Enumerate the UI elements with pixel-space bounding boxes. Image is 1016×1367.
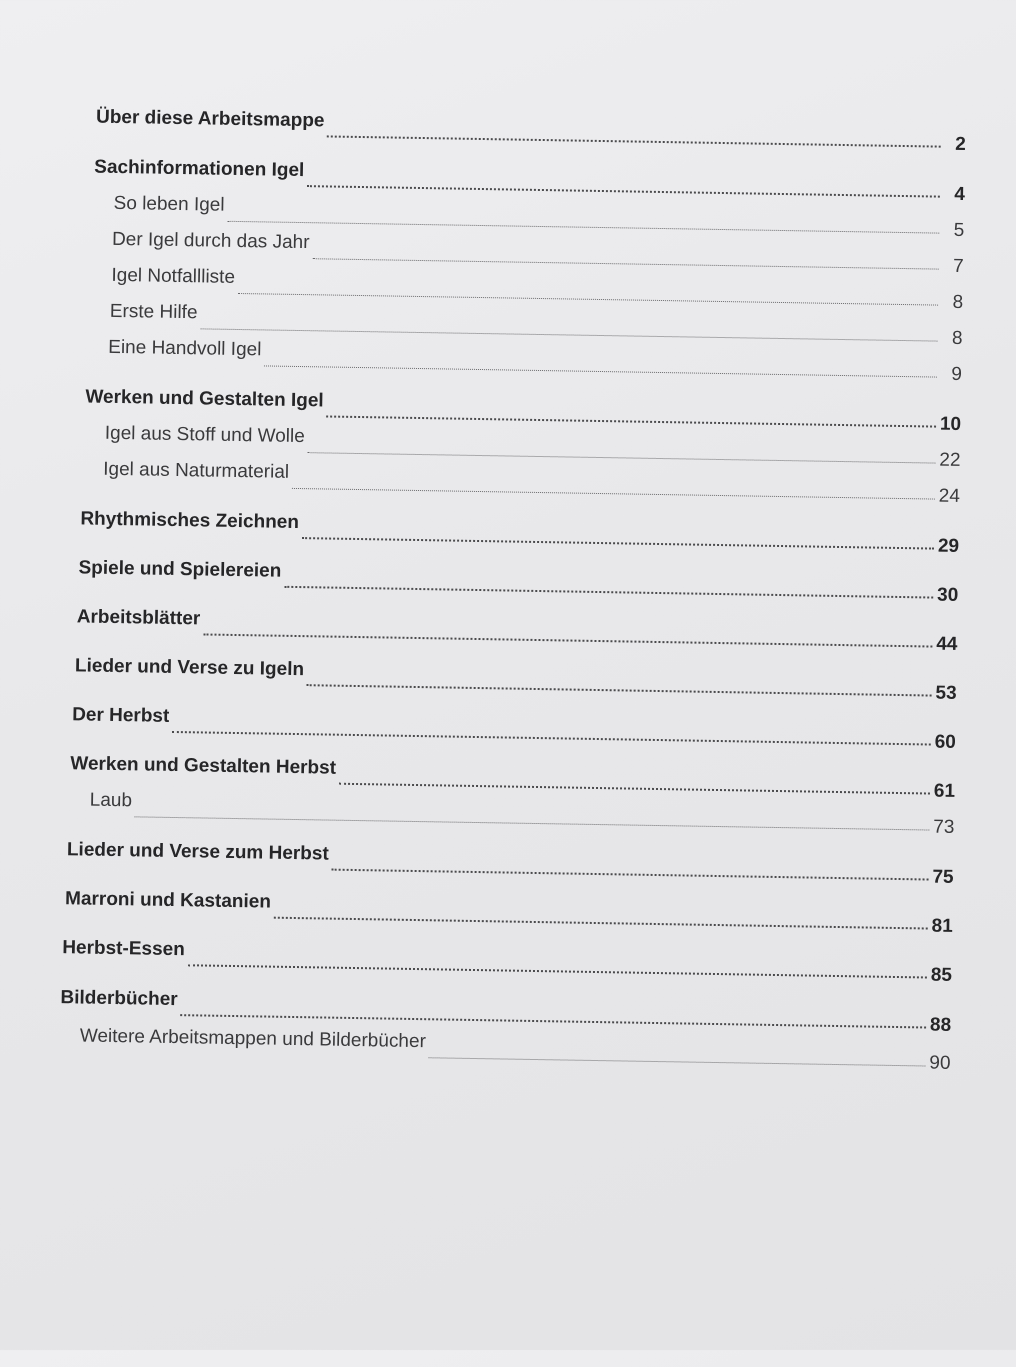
toc-leader-dots (203, 633, 932, 647)
toc-entry-page: 9 (951, 363, 963, 385)
toc-entry-page: 8 (951, 327, 963, 350)
toc-entry-title: Erste Hilfe (109, 300, 198, 324)
toc-leader-dots (302, 537, 934, 549)
toc-leader-dots (180, 1014, 926, 1028)
toc-entry-title: Arbeitsblätter (76, 606, 201, 630)
toc-entry-page: 73 (933, 816, 955, 838)
toc-leader-dots (307, 684, 932, 696)
toc-entry-title: Igel aus Naturmaterial (103, 458, 290, 483)
toc-entry-title: Spiele und Spielereien (78, 557, 282, 582)
toc-entry-title: Bilderbücher (60, 987, 178, 1011)
toc-entry-title: Werken und Gestalten Herbst (70, 753, 337, 779)
toc-entry-title: Der Igel durch das Jahr (111, 228, 310, 254)
toc-entry-page: 81 (931, 915, 953, 937)
toc-entry-page: 5 (953, 219, 965, 242)
toc-entry-title: Werken und Gestalten Igel (85, 386, 324, 412)
toc-entry-arbeitsblaetter (76, 605, 957, 654)
toc-leader-dots (172, 731, 931, 746)
toc-entry-page: 61 (933, 780, 956, 802)
toc-entry-title: Laub (89, 789, 133, 812)
toc-entry-rhythmisches-zeichnen (80, 507, 959, 556)
toc-entry-title: Igel Notfallliste (111, 264, 236, 288)
toc-entry-page: 88 (929, 1014, 952, 1036)
toc-entry-spiele-und-spielereien (78, 556, 958, 605)
toc-entry-page: 90 (929, 1052, 951, 1074)
toc-entry-page: 2 (954, 133, 966, 156)
toc-entry-title: Weitere Arbeitsmappen und Bilderbücher (79, 1025, 427, 1053)
toc-leader-dots (284, 586, 933, 599)
toc-entry-page: 7 (952, 255, 964, 278)
toc-leader-dots (331, 869, 928, 881)
toc-entry-page: 44 (936, 633, 958, 655)
toc-entry-herbst-essen (62, 936, 952, 985)
toc-entry-title: Marroni und Kastanien (64, 888, 272, 913)
toc-entry-title: Igel aus Stoff und Wolle (104, 422, 305, 448)
toc-entry-title: So leben Igel (113, 192, 225, 216)
toc-entry-page: 8 (952, 291, 964, 314)
toc-entry-der-herbst (72, 703, 956, 752)
toc-entry-ueber-diese-arbeitsmappe (96, 106, 966, 154)
toc-leader-dots (135, 816, 930, 830)
toc-leader-dots (264, 365, 937, 377)
toc-entry-title: Über diese Arbeitsmappe (95, 106, 325, 132)
toc-entry-lieder-und-verse-zum-herbst (67, 838, 954, 887)
toc-leader-dots (327, 135, 941, 147)
toc-entry-page: 30 (936, 584, 959, 606)
toc-entry-title: Herbst-Essen (62, 937, 185, 961)
toc-leader-dots (339, 783, 930, 795)
toc-entry-title: Eine Handvoll Igel (108, 336, 262, 361)
toc-entry-title: Lieder und Verse zu Igeln (74, 655, 305, 681)
toc-entry-page: 75 (932, 866, 954, 888)
toc-entry-marroni-und-kastanien (65, 887, 953, 936)
toc-leader-dots (188, 964, 927, 978)
toc-entry-title: Lieder und Verse zum Herbst (66, 839, 329, 865)
toc-entry-page: 10 (939, 413, 962, 435)
toc-entry-page: 60 (934, 731, 956, 753)
toc-leader-dots (274, 917, 928, 930)
toc-entry-title: Sachinformationen Igel (94, 156, 305, 182)
toc-leader-dots (292, 488, 935, 500)
toc-leader-dots (429, 1057, 926, 1066)
toc-leader-dots (326, 415, 936, 427)
toc-entry-lieder-und-verse-zu-igeln (75, 654, 957, 703)
toc-entry-page: 53 (935, 682, 957, 704)
toc-entry-page: 22 (939, 449, 961, 471)
toc-entry-title: Rhythmisches Zeichnen (80, 508, 300, 534)
toc-entry-page: 29 (937, 535, 960, 557)
toc-entry-title: Der Herbst (71, 704, 170, 727)
toc-entry-page: 4 (954, 183, 966, 206)
toc-entry-page: 85 (930, 964, 953, 986)
toc-entry-page: 24 (938, 485, 961, 507)
